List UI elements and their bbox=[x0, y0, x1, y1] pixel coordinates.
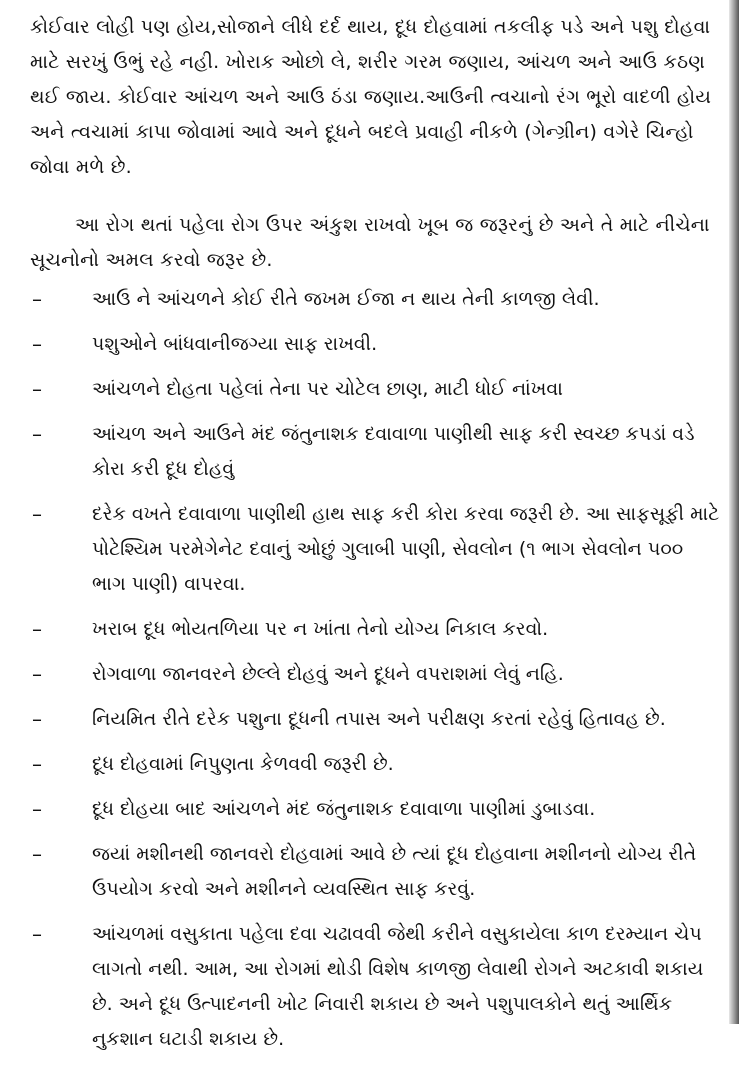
list-item bbox=[30, 417, 720, 487]
bullet-dash: – bbox=[32, 502, 42, 526]
bullet-dash: – bbox=[32, 922, 42, 946]
bullet-dash: – bbox=[32, 842, 42, 866]
list-item bbox=[30, 917, 720, 1057]
list-item-text: આંચળને દોહતા પહેલાં તેના પર ચોટેલ છાણ, માટી ધોઈ નાંખવા bbox=[92, 378, 563, 400]
bullet-dash: – bbox=[32, 377, 42, 401]
list-item bbox=[30, 497, 720, 602]
prevention-list bbox=[30, 282, 720, 1067]
list-item bbox=[30, 702, 720, 737]
list-item-text: દૂધ દોહયા બાદ આંચળને મંદ જંતુનાશક દવાવાળા પાણીમાં ડુબાડવા. bbox=[92, 798, 596, 820]
list-item-text: રોગવાળા જાનવરને છેલ્લે દોહવું અને દૂધને વપરાશમાં લેવું નહિ. bbox=[92, 663, 564, 685]
bullet-dash: – bbox=[32, 797, 42, 821]
list-item bbox=[30, 372, 720, 407]
list-item bbox=[30, 792, 720, 827]
list-item-text: દૂધ દોહવામાં નિપુણતા કેળવવી જરૂરી છે. bbox=[92, 753, 394, 775]
list-item-text: નિયમિત રીતે દરેક પશુના દૂધની તપાસ અને પરીક્ષણ કરતાં રહેવું હિતાવહ છે. bbox=[92, 708, 666, 730]
list-item bbox=[30, 747, 720, 782]
list-item-text: પશુઓને બાંધવાનીજગ્યા સાફ રાખવી. bbox=[92, 333, 378, 355]
prevention-paragraph-text: આ રોગ થતાં પહેલા રોગ ઉપર અંકુશ રાખવો ખૂબ જ જરૂરનું છે અને તે માટે નીચેના સૂચનોનો અમલ કરવો જરૂર છે. bbox=[30, 214, 710, 271]
list-item bbox=[30, 282, 720, 317]
bullet-dash: – bbox=[32, 617, 42, 641]
list-item bbox=[30, 327, 720, 362]
list-item-text: ખરાબ દૂધ ભોયતળિયા પર ન ખાંતા તેનો યોગ્ય નિકાલ કરવો. bbox=[92, 618, 549, 640]
list-item bbox=[30, 612, 720, 647]
bullet-dash: – bbox=[32, 752, 42, 776]
bullet-dash: – bbox=[32, 332, 42, 356]
list-item-text: દરેક વખતે દવાવાળા પાણીથી હાથ સાફ કરી કોરા કરવા જરૂરી છે. આ સાફસૂફી માટે પોટેશ્યિમ પરમેગેનેટ દવાનું ઓછું ગુલાબી પાણી, સેવલોન (૧ ભાગ સેવલોન ૫૦૦ ભાગ પાણી) વાપરવા. bbox=[92, 503, 720, 595]
bullet-dash: – bbox=[32, 662, 42, 686]
bullet-dash: – bbox=[32, 287, 42, 311]
bullet-dash: – bbox=[32, 707, 42, 731]
bullet-dash: – bbox=[32, 422, 42, 446]
list-item-text: આઉ ને આંચળને કોઈ રીતે જખમ ઈજા ન થાય તેની કાળજી લેવી. bbox=[92, 288, 600, 310]
scan-shadow-edge bbox=[729, 0, 739, 1024]
list-item bbox=[30, 657, 720, 692]
list-item-text: જયાં મશીનથી જાનવરો દોહવામાં આવે છે ત્યાં દૂધ દોહવાના મશીનનો યોગ્ય રીતે ઉપયોગ કરવો અને મશીનને વ્યવસ્થિત સાફ કરવું. bbox=[92, 843, 697, 900]
list-item-text: આંચળ અને આઉને મંદ જંતુનાશક દવાવાળા પાણીથી સાફ કરી સ્વચ્છ કપડાં વડે કોરા કરી દૂધ દોહવું bbox=[92, 423, 695, 480]
list-item bbox=[30, 837, 720, 907]
prevention-paragraph bbox=[30, 208, 720, 278]
list-item-text: આંચળમાં વસુકાતા પહેલા દવા ચઢાવવી જેથી કરીને વસુકાયેલા કાળ દરમ્યાન ચેપ લાગતો નથી. આમ, આ રોગમાં થોડી વિશેષ કાળજી લેવાથી રોગને અટકાવી શકાય છે. અને દૂધ ઉત્પાદનની ખોટ નિવારી શકાય છે અને પશુપાલકોને થતું આર્થિક નુકશાન ઘટાડી શકાય છે. bbox=[92, 923, 704, 1050]
intro-paragraph: કોઈવાર લોહી પણ હોય,સોજાને લીધે દર્દ થાય, દૂધ દોહવામાં તકલીફ પડે અને પશુ દોહવા માટે સરખું ઉભું રહે નહી. ખોરાક ઓછો લે, શરીર ગરમ જણાય, આંચળ અને આઉ કઠણ થઈ જાય. કોઈવાર આંચળ અને આઉ ઠંડા જણાય.આઉની ત્વચાનો રંગ ભૂરો વાદળી હોય અને ત્વચામાં કાપા જોવામાં આવે અને દૂધને બદલે પ્રવાહી નીકળે (ગેન્ગ્રીન) વગેરે ચિન્હો જોવા મળે છે. bbox=[30, 16, 712, 178]
